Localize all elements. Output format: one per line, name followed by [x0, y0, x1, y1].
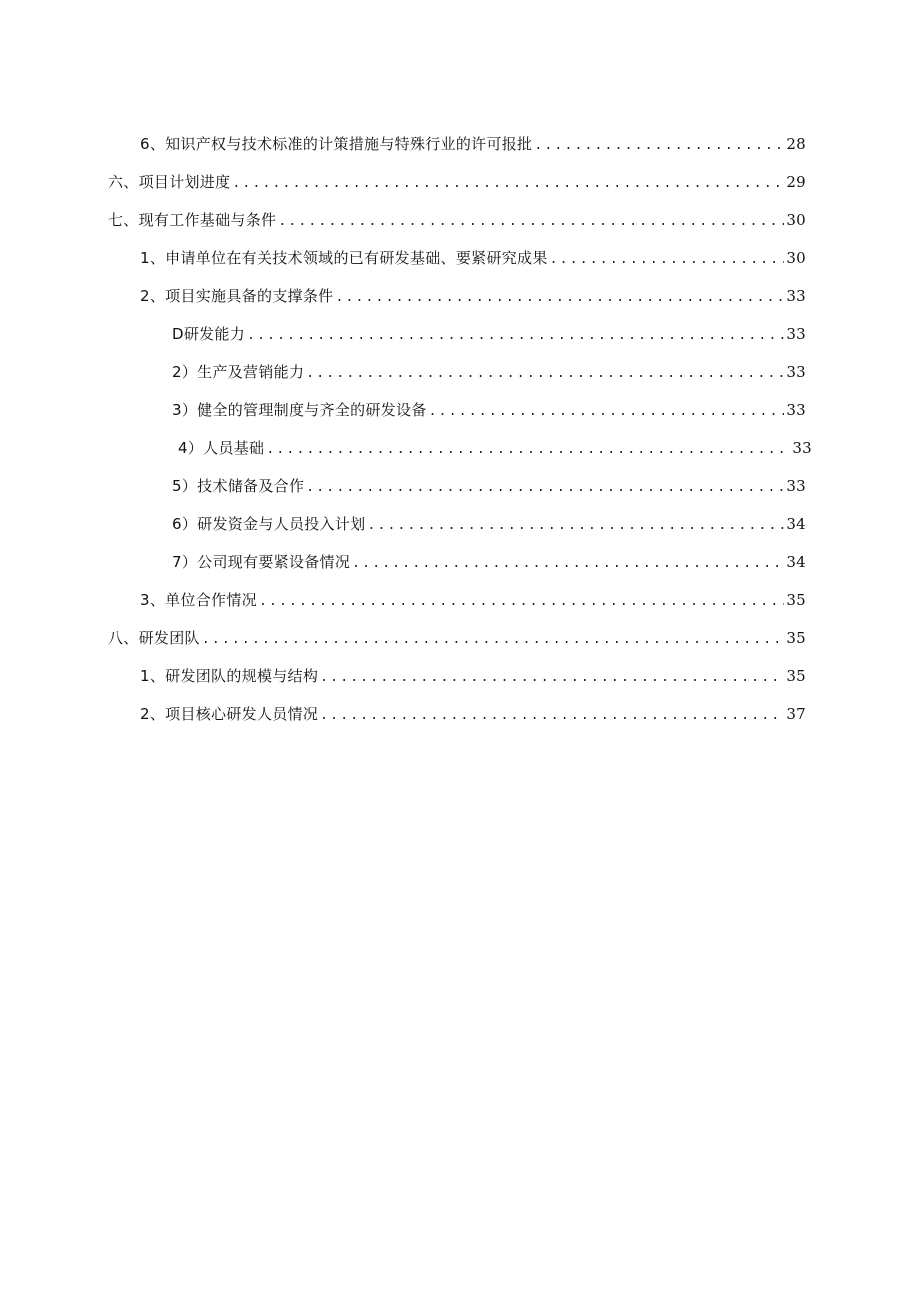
toc-entry-page: 30: [786, 249, 806, 267]
toc-entry[interactable]: [140, 277, 806, 315]
toc-entry-page: 35: [786, 591, 806, 609]
toc-entry-label: D研发能力: [172, 325, 246, 343]
toc-entry-page: 35: [786, 629, 806, 647]
toc-entry-page: 33: [786, 363, 806, 381]
toc-entry[interactable]: [140, 657, 806, 695]
toc-entry[interactable]: [140, 581, 806, 619]
toc-entry-page: 37: [786, 705, 806, 723]
toc-entry-page: 34: [786, 553, 806, 571]
toc-leader-dots: [306, 469, 784, 507]
toc-entry-label: 六、项目计划进度: [108, 173, 231, 191]
toc-entry-label: 1、申请单位在有关技术领域的已有研发基础、要紧研究成果: [140, 249, 548, 267]
toc-entry-label: 2、项目核心研发人员情况: [140, 705, 319, 723]
toc-leader-dots: [352, 545, 784, 583]
toc-entry-page: 33: [792, 439, 812, 457]
toc-entry-label: 6）研发资金与人员投入计划: [172, 515, 366, 533]
toc-leader-dots: [534, 127, 784, 165]
toc-entry-label: 3）健全的管理制度与齐全的研发设备: [172, 401, 427, 419]
toc-leader-dots: [247, 317, 784, 355]
toc-leader-dots: [202, 621, 785, 659]
toc-entry[interactable]: [172, 543, 806, 581]
toc-entry-page: 30: [786, 211, 806, 229]
toc-entry[interactable]: [172, 353, 806, 391]
toc-entry-label: 3、单位合作情况: [140, 591, 257, 609]
toc-leader-dots: [320, 697, 784, 735]
toc-leader-dots: [278, 203, 784, 241]
toc-leader-dots: [232, 165, 784, 203]
toc-entry-label: 6、知识产权与技术标准的计策措施与特殊行业的许可报批: [140, 135, 533, 153]
toc-entry-page: 33: [786, 287, 806, 305]
toc-entry-label: 4）人员基础: [178, 439, 265, 457]
toc-entry[interactable]: [108, 201, 806, 239]
toc-leader-dots: [306, 355, 784, 393]
toc-entry[interactable]: [172, 315, 806, 353]
toc-entry-page: 33: [786, 477, 806, 495]
toc-entry-page: 29: [786, 173, 806, 191]
toc-entry[interactable]: [108, 619, 806, 657]
toc-entry-page: 34: [786, 515, 806, 533]
toc-entry[interactable]: [140, 125, 806, 163]
toc-entry[interactable]: [140, 239, 806, 277]
toc-entry[interactable]: [172, 391, 806, 429]
toc-entry-label: 七、现有工作基础与条件: [108, 211, 277, 229]
toc-entry-label: 2）生产及营销能力: [172, 363, 305, 381]
toc-entry-label: 八、研发团队: [108, 629, 200, 647]
toc-leader-dots: [550, 241, 785, 279]
toc-entry-page: 28: [786, 135, 806, 153]
toc-entry-page: 35: [786, 667, 806, 685]
toc-leader-dots: [367, 507, 784, 545]
toc-leader-dots: [335, 279, 784, 317]
toc-leader-dots: [266, 431, 790, 469]
toc-entry[interactable]: [178, 429, 812, 467]
toc-entry-page: 33: [786, 325, 806, 343]
toc-entry[interactable]: [172, 467, 806, 505]
toc-entry[interactable]: [108, 163, 806, 201]
toc-leader-dots: [259, 583, 784, 621]
toc-entry[interactable]: [140, 695, 806, 733]
toc-entry-page: 33: [786, 401, 806, 419]
toc-leader-dots: [320, 659, 784, 697]
toc-entry-label: 5）技术储备及合作: [172, 477, 305, 495]
toc-leader-dots: [429, 393, 785, 431]
toc-entry-label: 1、研发团队的规模与结构: [140, 667, 319, 685]
toc-entry-label: 7）公司现有要紧设备情况: [172, 553, 351, 571]
toc-entry[interactable]: [172, 505, 806, 543]
toc-entry-label: 2、项目实施具备的支撑条件: [140, 287, 334, 305]
